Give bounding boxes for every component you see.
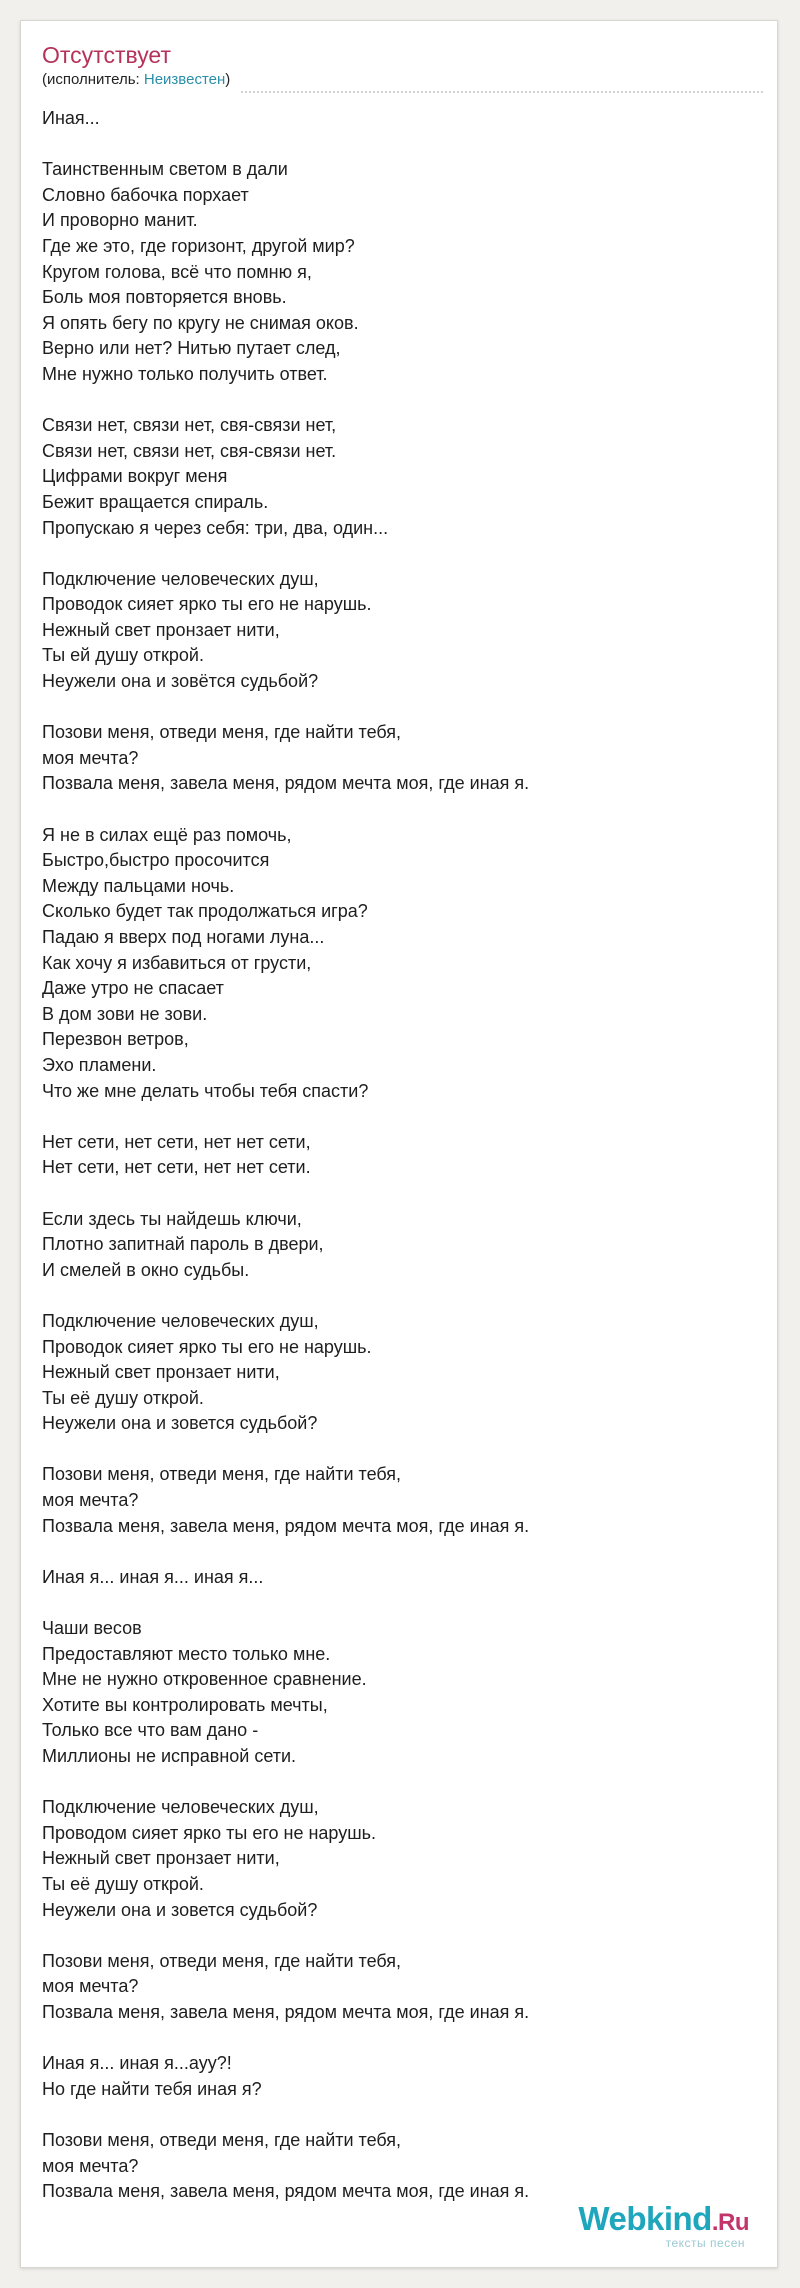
lyrics-line: Позови меня, отведи меня, где найти тебя, bbox=[42, 2129, 402, 2150]
lyrics-line: Позвала меня, завела меня, рядом мечта моя, где иная я. bbox=[42, 2001, 530, 2022]
lyrics-line: Как хочу я избавиться от грусти, bbox=[42, 952, 312, 973]
logo-wordmark bbox=[578, 2201, 749, 2241]
lyrics-line: Перезвон ветров, bbox=[42, 1029, 189, 1050]
lyrics-line: Хотите вы контролировать мечты, bbox=[42, 1694, 328, 1715]
lyrics-line: Подключение человеческих душ, bbox=[42, 1797, 319, 1818]
lyrics-blank-line bbox=[42, 1181, 772, 1207]
lyrics-line: Позови меня, отведи меня, где найти тебя, bbox=[42, 1464, 402, 1485]
logo-tagline: тексты песен bbox=[665, 2236, 745, 2250]
lyrics-blank-line bbox=[42, 1437, 772, 1463]
lyrics-line: Миллионы не исправной сети. bbox=[42, 1746, 297, 1766]
lyrics-line: И смелей в окно судьбы. bbox=[42, 1259, 250, 1280]
lyrics-line: Бежит вращается спираль. bbox=[42, 491, 269, 512]
song-title: Отсутствует bbox=[42, 42, 171, 68]
lyrics-line: И проворно манит. bbox=[42, 210, 198, 231]
lyrics-line: Позови меня, отведи меня, где найти тебя, bbox=[42, 722, 402, 743]
lyrics-line: Но где найти тебя иная я? bbox=[42, 2078, 262, 2099]
lyrics-line: Быстро,быстро просочится bbox=[42, 850, 270, 871]
lyrics-line: Нет сети, нет сети, нет нет сети. bbox=[42, 1157, 311, 1178]
lyrics-line: Неужели она и зовется судьбой? bbox=[42, 1413, 318, 1434]
lyrics-line: Нежный свет пронзает нити, bbox=[42, 1848, 280, 1869]
lyrics-line: Словно бабочка порхает bbox=[42, 184, 249, 205]
lyrics-line: моя мечта? bbox=[42, 1976, 139, 1997]
lyrics-blank-line bbox=[42, 1283, 772, 1309]
lyrics-blank-line bbox=[42, 2026, 772, 2052]
lyrics-line: Ты её душу открой. bbox=[42, 1873, 204, 1894]
lyrics-line: Сколько будет так продолжаться игра? bbox=[42, 901, 368, 922]
lyrics-line: Даже утро не спасает bbox=[42, 978, 224, 999]
lyrics-line: Кругом голова, всё что помню я, bbox=[42, 261, 312, 282]
lyrics-line: Позвала меня, завела меня, рядом мечта моя, где иная я. bbox=[42, 2181, 530, 2202]
lyrics-line: Неужели она и зовётся судьбой? bbox=[42, 671, 319, 692]
lyrics-blank-line bbox=[42, 1590, 772, 1616]
lyrics-line: Только все что вам дано - bbox=[42, 1720, 259, 1741]
lyrics-line: Где же это, где горизонт, другой мир? bbox=[42, 235, 355, 256]
lyrics-line: Я не в силах ещё раз помочь, bbox=[42, 824, 292, 845]
lyrics-line: моя мечта? bbox=[42, 747, 139, 768]
lyrics-line: Позови меня, отведи меня, где найти тебя, bbox=[42, 1950, 402, 1971]
lyrics-line: Чаши весов bbox=[42, 1618, 142, 1639]
lyrics-line: Таинственным светом в дали bbox=[42, 159, 288, 180]
lyrics-blank-line bbox=[42, 797, 772, 823]
performer-link[interactable]: Неизвестен bbox=[143, 71, 226, 88]
lyrics-line: Цифрами вокруг меня bbox=[42, 466, 228, 487]
lyrics-line: Мне не нужно откровенное сравнение. bbox=[42, 1669, 367, 1690]
lyrics-line: Иная... bbox=[42, 108, 100, 128]
lyrics-blank-line bbox=[42, 2102, 772, 2128]
lyrics-blank-line bbox=[42, 1770, 772, 1796]
lyrics-line: Мне нужно только получить ответ. bbox=[42, 363, 328, 384]
logo-main-text: Webkind bbox=[578, 2200, 712, 2237]
lyrics-blank-line bbox=[42, 1923, 772, 1949]
lyrics-line: Связи нет, связи нет, свя-связи нет. bbox=[42, 440, 337, 461]
lyrics-line: Иная я... иная я...ауу?! bbox=[42, 2053, 232, 2074]
lyrics-line: Подключение человеческих душ, bbox=[42, 568, 319, 589]
lyrics-blank-line bbox=[42, 132, 772, 158]
site-logo[interactable] bbox=[579, 2201, 749, 2249]
lyrics-line: Что же мне делать чтобы тебя спасти? bbox=[42, 1080, 369, 1101]
logo-suffix-text: .Ru bbox=[711, 2209, 749, 2236]
lyrics-blank-line bbox=[42, 695, 772, 721]
lyrics-line: Между пальцами ночь. bbox=[42, 875, 235, 896]
performer-suffix: ) bbox=[225, 71, 231, 88]
lyrics-line: Боль моя повторяется вновь. bbox=[42, 287, 287, 308]
lyrics-card bbox=[20, 20, 778, 2268]
lyrics-line: Падаю я вверх под ногами луна... bbox=[42, 927, 325, 947]
lyrics-text bbox=[42, 106, 772, 2205]
lyrics-line: Плотно запитнай пароль в двери, bbox=[42, 1234, 324, 1255]
lyrics-blank-line bbox=[42, 1104, 772, 1130]
lyrics-line: Верно или нет? Нитью путает след, bbox=[42, 338, 341, 359]
lyrics-line: Позвала меня, завела меня, рядом мечта моя, где иная я. bbox=[42, 773, 530, 794]
lyrics-line: Подключение человеческих душ, bbox=[42, 1310, 319, 1331]
lyrics-line: Проводом сияет ярко ты его не нарушь. bbox=[42, 1822, 377, 1843]
lyrics-line: Позвала меня, завела меня, рядом мечта моя, где иная я. bbox=[42, 1515, 530, 1536]
lyrics-line: Эхо пламени. bbox=[42, 1054, 157, 1075]
lyrics-line: В дом зови не зови. bbox=[42, 1003, 208, 1024]
lyrics-line: моя мечта? bbox=[42, 1490, 139, 1511]
lyrics-line: Нет сети, нет сети, нет нет сети, bbox=[42, 1131, 311, 1152]
lyrics-line: Проводок сияет ярко ты его не нарушь. bbox=[42, 1336, 372, 1357]
lyrics-line: Я опять бегу по кругу не снимая оков. bbox=[42, 312, 359, 333]
lyrics-blank-line bbox=[42, 1539, 772, 1565]
lyrics-line: Проводок сияет ярко ты его не нарушь. bbox=[42, 594, 372, 615]
lyrics-line: моя мечта? bbox=[42, 2155, 139, 2176]
song-header bbox=[42, 41, 762, 90]
lyrics-line: Иная я... иная я... иная я... bbox=[42, 1566, 264, 1587]
header-divider bbox=[241, 91, 763, 93]
lyrics-line: Связи нет, связи нет, свя-связи нет, bbox=[42, 415, 337, 436]
performer-prefix: (исполнитель: bbox=[42, 71, 144, 88]
lyrics-line: Ты ей душу открой. bbox=[42, 645, 204, 666]
lyrics-line: Нежный свет пронзает нити, bbox=[42, 1362, 280, 1383]
lyrics-line: Пропускаю я через себя: три, два, один... bbox=[42, 517, 389, 538]
lyrics-line: Если здесь ты найдешь ключи, bbox=[42, 1208, 302, 1229]
lyrics-line: Предоставляют место только мне. bbox=[42, 1643, 331, 1664]
performer-line bbox=[42, 70, 762, 90]
lyrics-blank-line bbox=[42, 388, 772, 414]
lyrics-line: Ты её душу открой. bbox=[42, 1387, 204, 1408]
lyrics-line: Нежный свет пронзает нити, bbox=[42, 619, 280, 640]
lyrics-line: Неужели она и зовется судьбой? bbox=[42, 1899, 318, 1920]
lyrics-blank-line bbox=[42, 541, 772, 567]
